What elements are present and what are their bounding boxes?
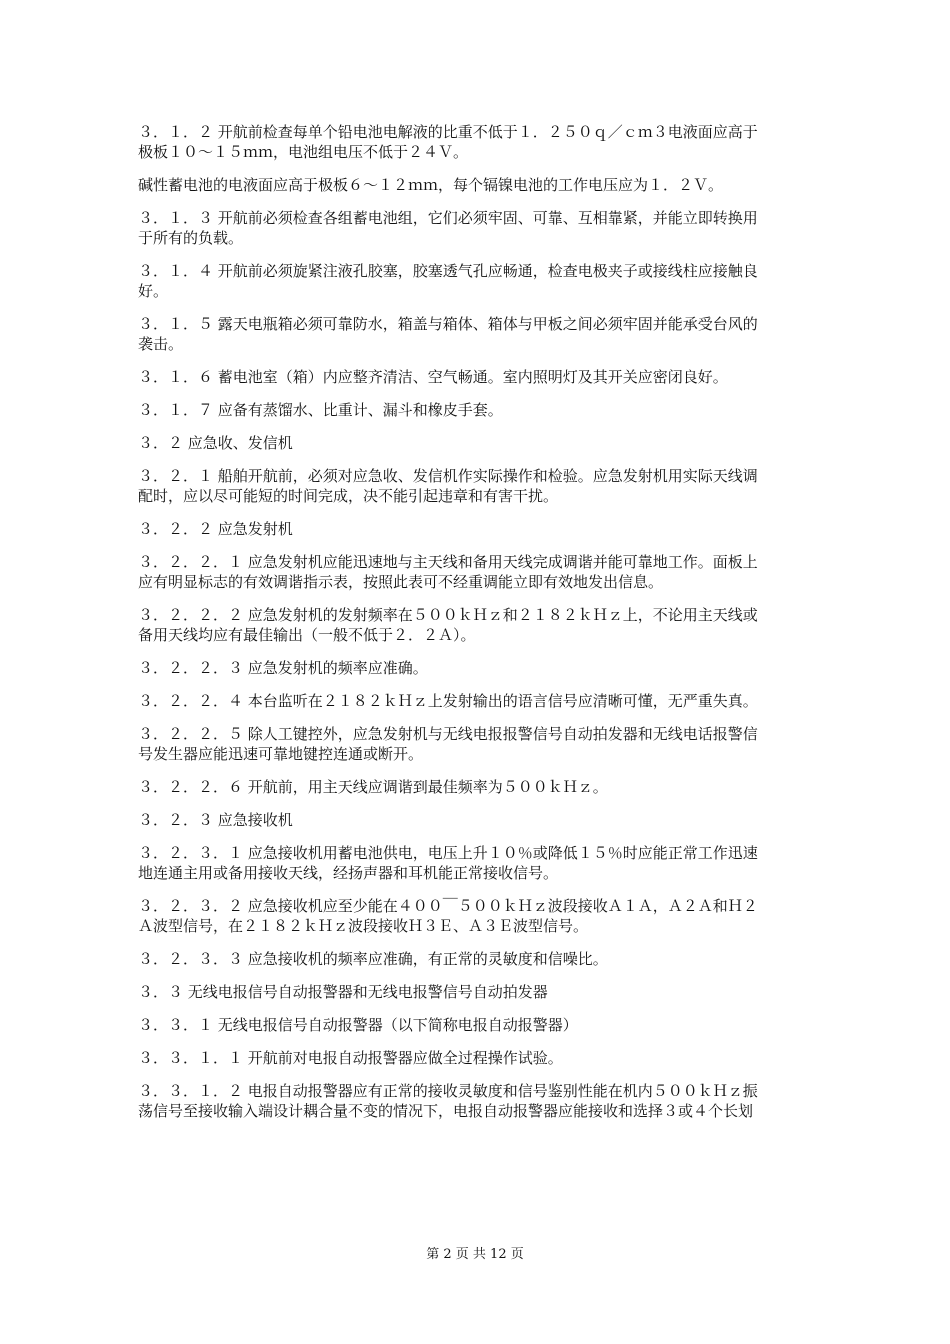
text-line: ３．１．７ 应备有蒸馏水、比重计、漏斗和橡皮手套。 (138, 401, 503, 419)
section-heading: ３．３．１ 无线电报信号自动报警器（以下简称电报自动报警器） (138, 1016, 578, 1034)
text-line: 地连通主用或备用接收天线，经扬声器和耳机能正常接收信号。 (138, 864, 559, 882)
text-line: 备用天线均应有最佳输出（一般不低于２．２Ａ）。 (138, 626, 476, 644)
text-line: ３．２．２．２ 应急发射机的发射频率在５００ｋＨｚ和２１８２ｋＨｚ上，不论用主天线或 (138, 606, 758, 624)
text-line: 荡信号至接收输入端设计耦合量不变的情况下，电报自动报警器应能接收和选择３或４个长划 (138, 1102, 754, 1120)
text-line: ３．２．２．６ 开航前，用主天线应调谐到最佳频率为５００ｋＨｚ。 (138, 778, 608, 796)
text-line: ３．２．１ 船舶开航前，必须对应急收、发信机作实际操作和检验。应急发射机用实际天线调 (138, 467, 758, 485)
text-line: 配时，应以尽可能短的时间完成，决不能引起违章和有害干扰。 (138, 487, 559, 505)
text-line: ３．２．３．２ 应急接收机应至少能在４００￣５００ｋＨｚ波段接收Ａ１Ａ，Ａ２Ａ和Ｈ２ (138, 897, 758, 915)
text-line: ３．３．１．２ 电报自动报警器应有正常的接收灵敏度和信号鉴别性能在机内５００ｋＨｚ振 (138, 1082, 758, 1100)
text-line: ３．２．２．５ 除人工键控外，应急发射机与无线电报报警信号自动拍发器和无线电话报警信 (138, 725, 758, 743)
text-line: 好。 (138, 282, 169, 300)
section-heading: ３．２ 应急收、发信机 (138, 434, 293, 452)
text-line: ３．２．３．１ 应急接收机用蓄电池供电，电压上升１０％或降低１５％时应能正常工作迅速 (138, 844, 758, 862)
text-line: 袭击。 (138, 335, 184, 353)
text-line: 号发生器应能迅速可靠地键控连通或断开。 (138, 745, 424, 763)
text-line: ３．２．２．１ 应急发射机应能迅速地与主天线和备用天线完成调谐并能可靠地工作。面板上 (138, 553, 758, 571)
text-line: 极板１０～１５ｍｍ，电池组电压不低于２４Ｖ。 (138, 143, 469, 161)
text-line: 于所有的负载。 (138, 229, 244, 247)
text-line: ３．１．３ 开航前必须检查各组蓄电池组，它们必须牢固、可靠、互相靠紧，并能立即转换用 (138, 209, 758, 227)
page-number-footer: 第 2 页 共 12 页 (426, 1247, 524, 1262)
section-heading: ３．２．３ 应急接收机 (138, 811, 293, 829)
text-line: 碱性蓄电池的电液面应高于极板６～１２ｍｍ，每个镉镍电池的工作电压应为１．２Ｖ。 (138, 176, 724, 194)
text-line: ３．１．６ 蓄电池室（箱）内应整齐清洁、空气畅通。室内照明灯及其开关应密闭良好。 (138, 368, 728, 386)
text-line: ３．２．２．４ 本台监听在２１８２ｋＨｚ上发射输出的语言信号应清晰可懂，无严重失真。 (138, 692, 758, 710)
text-line: 应有明显标志的有效调谐指示表，按照此表可不经重调能立即有效地发出信息。 (138, 573, 664, 591)
text-line: ３．２．２．３ 应急发射机的频率应准确。 (138, 659, 428, 677)
text-line: ３．１．４ 开航前必须旋紧注液孔胶塞，胶塞透气孔应畅通，检查电极夹子或接线柱应接触良 (138, 262, 758, 280)
section-heading: ３．３ 无线电报信号自动报警器和无线电报警信号自动拍发器 (138, 983, 548, 1001)
document-body (138, 122, 838, 1121)
text-line: ３．１．２ 开航前检查每单个铅电池电解液的比重不低于１．２５０ｑ／ｃｍ３电液面应高于 (138, 123, 758, 141)
text-line: ３．２．３．３ 应急接收机的频率应准确，有正常的灵敏度和信噪比。 (138, 950, 608, 968)
text-line: Ａ波型信号，在２１８２ｋＨｚ波段接收Ｈ３Ｅ、Ａ３Ｅ波型信号。 (138, 917, 589, 935)
text-line: ３．３．１．１ 开航前对电报自动报警器应做全过程操作试验。 (138, 1049, 563, 1067)
section-heading: ３．２．２ 应急发射机 (138, 520, 293, 538)
text-line: ３．１．５ 露天电瓶箱必须可靠防水，箱盖与箱体、箱体与甲板之间必须牢固并能承受台风的 (138, 315, 758, 333)
